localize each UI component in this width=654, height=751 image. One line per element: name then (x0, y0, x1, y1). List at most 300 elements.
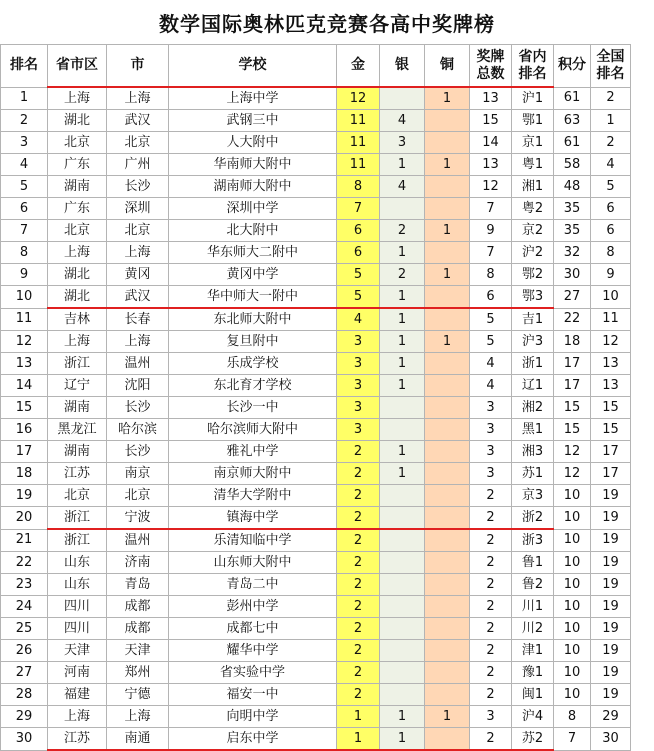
cell-rank[interactable]: 4 (1, 154, 48, 176)
cell-rank[interactable]: 12 (1, 331, 48, 353)
cell-city[interactable]: 宁德 (107, 684, 169, 706)
cell-province[interactable]: 天津 (48, 640, 107, 662)
cell-city[interactable]: 温州 (107, 529, 169, 552)
cell-province[interactable]: 浙江 (48, 507, 107, 530)
cell-rank[interactable]: 9 (1, 264, 48, 286)
cell-bronze[interactable] (425, 529, 470, 552)
cell-gold[interactable]: 2 (337, 662, 380, 684)
cell-prov-rank[interactable]: 黑1 (512, 419, 554, 441)
cell-gold[interactable]: 2 (337, 529, 380, 552)
cell-school[interactable]: 乐成学校 (169, 353, 337, 375)
cell-gold[interactable]: 12 (337, 87, 380, 110)
cell-gold[interactable]: 3 (337, 353, 380, 375)
cell-silver[interactable] (380, 640, 425, 662)
cell-prov-rank[interactable]: 湘3 (512, 441, 554, 463)
cell-province[interactable]: 北京 (48, 485, 107, 507)
cell-rank[interactable]: 11 (1, 308, 48, 331)
cell-rank[interactable]: 5 (1, 176, 48, 198)
cell-province[interactable]: 北京 (48, 132, 107, 154)
cell-school[interactable]: 向明中学 (169, 706, 337, 728)
cell-national-rank[interactable]: 11 (591, 308, 631, 331)
cell-gold[interactable]: 11 (337, 154, 380, 176)
cell-silver[interactable] (380, 485, 425, 507)
cell-silver[interactable] (380, 507, 425, 530)
cell-city[interactable]: 深圳 (107, 198, 169, 220)
cell-school[interactable]: 镇海中学 (169, 507, 337, 530)
cell-gold[interactable]: 2 (337, 552, 380, 574)
cell-school[interactable]: 上海中学 (169, 87, 337, 110)
cell-bronze[interactable]: 1 (425, 154, 470, 176)
cell-rank[interactable]: 18 (1, 463, 48, 485)
cell-gold[interactable]: 2 (337, 441, 380, 463)
cell-city[interactable]: 长沙 (107, 397, 169, 419)
cell-school[interactable]: 哈尔滨师大附中 (169, 419, 337, 441)
cell-silver[interactable]: 2 (380, 220, 425, 242)
cell-national-rank[interactable]: 4 (591, 154, 631, 176)
cell-province[interactable]: 河南 (48, 662, 107, 684)
cell-province[interactable]: 江苏 (48, 728, 107, 751)
cell-prov-rank[interactable]: 辽1 (512, 375, 554, 397)
cell-prov-rank[interactable]: 闽1 (512, 684, 554, 706)
cell-prov-rank[interactable]: 苏1 (512, 463, 554, 485)
cell-silver[interactable]: 3 (380, 132, 425, 154)
cell-score[interactable]: 61 (554, 87, 591, 110)
cell-province[interactable]: 上海 (48, 331, 107, 353)
cell-national-rank[interactable]: 19 (591, 529, 631, 552)
cell-school[interactable]: 北大附中 (169, 220, 337, 242)
cell-silver[interactable]: 1 (380, 308, 425, 331)
cell-bronze[interactable] (425, 242, 470, 264)
cell-total[interactable]: 2 (470, 662, 512, 684)
cell-school[interactable]: 启东中学 (169, 728, 337, 751)
cell-rank[interactable]: 24 (1, 596, 48, 618)
cell-bronze[interactable] (425, 286, 470, 309)
cell-score[interactable]: 10 (554, 640, 591, 662)
cell-national-rank[interactable]: 19 (591, 662, 631, 684)
cell-school[interactable]: 深圳中学 (169, 198, 337, 220)
cell-national-rank[interactable]: 19 (591, 596, 631, 618)
cell-national-rank[interactable]: 6 (591, 220, 631, 242)
cell-city[interactable]: 哈尔滨 (107, 419, 169, 441)
cell-bronze[interactable] (425, 132, 470, 154)
cell-national-rank[interactable]: 15 (591, 397, 631, 419)
cell-province[interactable]: 北京 (48, 220, 107, 242)
cell-total[interactable]: 2 (470, 485, 512, 507)
cell-silver[interactable] (380, 419, 425, 441)
cell-province[interactable]: 山东 (48, 552, 107, 574)
cell-prov-rank[interactable]: 吉1 (512, 308, 554, 331)
cell-national-rank[interactable]: 1 (591, 110, 631, 132)
cell-school[interactable]: 华东师大二附中 (169, 242, 337, 264)
cell-prov-rank[interactable]: 沪3 (512, 331, 554, 353)
cell-rank[interactable]: 1 (1, 87, 48, 110)
cell-score[interactable]: 48 (554, 176, 591, 198)
cell-prov-rank[interactable]: 湘2 (512, 397, 554, 419)
cell-gold[interactable]: 5 (337, 286, 380, 309)
cell-total[interactable]: 2 (470, 574, 512, 596)
cell-total[interactable]: 5 (470, 331, 512, 353)
header-gold[interactable]: 金 (337, 45, 380, 88)
cell-school[interactable]: 乐清知临中学 (169, 529, 337, 552)
cell-total[interactable]: 9 (470, 220, 512, 242)
cell-school[interactable]: 复旦附中 (169, 331, 337, 353)
cell-silver[interactable]: 1 (380, 375, 425, 397)
cell-score[interactable]: 27 (554, 286, 591, 309)
cell-score[interactable]: 10 (554, 485, 591, 507)
header-province[interactable]: 省市区 (48, 45, 107, 88)
cell-national-rank[interactable]: 15 (591, 419, 631, 441)
cell-silver[interactable] (380, 87, 425, 110)
cell-national-rank[interactable]: 9 (591, 264, 631, 286)
cell-total[interactable]: 2 (470, 728, 512, 751)
cell-city[interactable]: 南通 (107, 728, 169, 751)
cell-score[interactable]: 10 (554, 618, 591, 640)
cell-prov-rank[interactable]: 京2 (512, 220, 554, 242)
cell-silver[interactable] (380, 529, 425, 552)
cell-silver[interactable] (380, 198, 425, 220)
cell-school[interactable]: 山东师大附中 (169, 552, 337, 574)
cell-national-rank[interactable]: 17 (591, 441, 631, 463)
cell-rank[interactable]: 23 (1, 574, 48, 596)
cell-bronze[interactable]: 1 (425, 87, 470, 110)
cell-province[interactable]: 上海 (48, 242, 107, 264)
cell-bronze[interactable] (425, 198, 470, 220)
cell-rank[interactable]: 8 (1, 242, 48, 264)
cell-prov-rank[interactable]: 沪4 (512, 706, 554, 728)
cell-score[interactable]: 10 (554, 596, 591, 618)
cell-total[interactable]: 3 (470, 419, 512, 441)
cell-rank[interactable]: 21 (1, 529, 48, 552)
cell-prov-rank[interactable]: 鲁2 (512, 574, 554, 596)
cell-total[interactable]: 2 (470, 507, 512, 530)
cell-bronze[interactable] (425, 684, 470, 706)
cell-silver[interactable] (380, 397, 425, 419)
cell-bronze[interactable] (425, 419, 470, 441)
header-school[interactable]: 学校 (169, 45, 337, 88)
cell-school[interactable]: 湖南师大附中 (169, 176, 337, 198)
header-national-rank[interactable]: 全国 排名 (591, 45, 631, 88)
cell-school[interactable]: 武钢三中 (169, 110, 337, 132)
cell-gold[interactable]: 3 (337, 397, 380, 419)
cell-silver[interactable]: 1 (380, 242, 425, 264)
cell-city[interactable]: 济南 (107, 552, 169, 574)
cell-rank[interactable]: 30 (1, 728, 48, 751)
cell-prov-rank[interactable]: 川2 (512, 618, 554, 640)
cell-silver[interactable]: 1 (380, 728, 425, 751)
cell-province[interactable]: 湖南 (48, 397, 107, 419)
cell-school[interactable]: 东北师大附中 (169, 308, 337, 331)
cell-prov-rank[interactable]: 京1 (512, 132, 554, 154)
cell-score[interactable]: 10 (554, 574, 591, 596)
cell-gold[interactable]: 11 (337, 110, 380, 132)
cell-prov-rank[interactable]: 鄂1 (512, 110, 554, 132)
cell-score[interactable]: 15 (554, 419, 591, 441)
cell-gold[interactable]: 2 (337, 485, 380, 507)
cell-score[interactable]: 10 (554, 662, 591, 684)
cell-province[interactable]: 四川 (48, 618, 107, 640)
cell-prov-rank[interactable]: 粤1 (512, 154, 554, 176)
cell-bronze[interactable]: 1 (425, 220, 470, 242)
cell-total[interactable]: 2 (470, 618, 512, 640)
header-city[interactable]: 市 (107, 45, 169, 88)
cell-city[interactable]: 上海 (107, 242, 169, 264)
cell-bronze[interactable] (425, 596, 470, 618)
cell-rank[interactable]: 25 (1, 618, 48, 640)
cell-total[interactable]: 2 (470, 684, 512, 706)
cell-province[interactable]: 湖北 (48, 264, 107, 286)
cell-school[interactable]: 彭州中学 (169, 596, 337, 618)
cell-rank[interactable]: 22 (1, 552, 48, 574)
cell-score[interactable]: 35 (554, 198, 591, 220)
cell-prov-rank[interactable]: 浙3 (512, 529, 554, 552)
cell-province[interactable]: 湖北 (48, 286, 107, 309)
cell-gold[interactable]: 11 (337, 132, 380, 154)
cell-school[interactable]: 华中师大一附中 (169, 286, 337, 309)
cell-city[interactable]: 上海 (107, 331, 169, 353)
cell-bronze[interactable] (425, 507, 470, 530)
cell-score[interactable]: 12 (554, 463, 591, 485)
cell-prov-rank[interactable]: 鄂3 (512, 286, 554, 309)
cell-bronze[interactable] (425, 574, 470, 596)
cell-rank[interactable]: 6 (1, 198, 48, 220)
cell-total[interactable]: 12 (470, 176, 512, 198)
cell-province[interactable]: 湖南 (48, 441, 107, 463)
cell-gold[interactable]: 2 (337, 596, 380, 618)
cell-school[interactable]: 耀华中学 (169, 640, 337, 662)
cell-national-rank[interactable]: 13 (591, 353, 631, 375)
cell-school[interactable]: 长沙一中 (169, 397, 337, 419)
cell-score[interactable]: 63 (554, 110, 591, 132)
cell-gold[interactable]: 2 (337, 574, 380, 596)
cell-city[interactable]: 北京 (107, 132, 169, 154)
cell-score[interactable]: 12 (554, 441, 591, 463)
cell-bronze[interactable] (425, 728, 470, 751)
cell-bronze[interactable] (425, 463, 470, 485)
cell-score[interactable]: 22 (554, 308, 591, 331)
cell-city[interactable]: 上海 (107, 87, 169, 110)
cell-prov-rank[interactable]: 湘1 (512, 176, 554, 198)
cell-total[interactable]: 8 (470, 264, 512, 286)
cell-score[interactable]: 7 (554, 728, 591, 751)
cell-bronze[interactable] (425, 176, 470, 198)
cell-prov-rank[interactable]: 津1 (512, 640, 554, 662)
cell-silver[interactable] (380, 618, 425, 640)
cell-gold[interactable]: 7 (337, 198, 380, 220)
cell-gold[interactable]: 2 (337, 463, 380, 485)
cell-silver[interactable]: 1 (380, 331, 425, 353)
cell-total[interactable]: 7 (470, 198, 512, 220)
cell-gold[interactable]: 3 (337, 375, 380, 397)
cell-city[interactable]: 成都 (107, 618, 169, 640)
cell-school[interactable]: 东北育才学校 (169, 375, 337, 397)
cell-score[interactable]: 8 (554, 706, 591, 728)
cell-city[interactable]: 宁波 (107, 507, 169, 530)
cell-national-rank[interactable]: 30 (591, 728, 631, 751)
cell-province[interactable]: 上海 (48, 87, 107, 110)
cell-province[interactable]: 山东 (48, 574, 107, 596)
cell-silver[interactable]: 4 (380, 110, 425, 132)
cell-score[interactable]: 30 (554, 264, 591, 286)
cell-national-rank[interactable]: 8 (591, 242, 631, 264)
cell-total[interactable]: 4 (470, 353, 512, 375)
cell-prov-rank[interactable]: 浙1 (512, 353, 554, 375)
cell-national-rank[interactable]: 19 (591, 640, 631, 662)
cell-silver[interactable]: 1 (380, 463, 425, 485)
header-rank[interactable]: 排名 (1, 45, 48, 88)
cell-silver[interactable]: 1 (380, 441, 425, 463)
cell-national-rank[interactable]: 17 (591, 463, 631, 485)
cell-school[interactable]: 福安一中 (169, 684, 337, 706)
cell-city[interactable]: 武汉 (107, 110, 169, 132)
cell-gold[interactable]: 2 (337, 507, 380, 530)
cell-rank[interactable]: 16 (1, 419, 48, 441)
cell-rank[interactable]: 29 (1, 706, 48, 728)
cell-silver[interactable]: 2 (380, 264, 425, 286)
cell-silver[interactable]: 1 (380, 706, 425, 728)
cell-bronze[interactable] (425, 485, 470, 507)
cell-national-rank[interactable]: 19 (591, 552, 631, 574)
cell-gold[interactable]: 6 (337, 242, 380, 264)
cell-total[interactable]: 6 (470, 286, 512, 309)
cell-gold[interactable]: 3 (337, 331, 380, 353)
cell-total[interactable]: 2 (470, 552, 512, 574)
cell-bronze[interactable] (425, 618, 470, 640)
cell-silver[interactable] (380, 596, 425, 618)
cell-school[interactable]: 华南师大附中 (169, 154, 337, 176)
cell-province[interactable]: 江苏 (48, 463, 107, 485)
cell-city[interactable]: 黄冈 (107, 264, 169, 286)
cell-province[interactable]: 湖南 (48, 176, 107, 198)
cell-national-rank[interactable]: 19 (591, 485, 631, 507)
cell-province[interactable]: 黑龙江 (48, 419, 107, 441)
cell-gold[interactable]: 3 (337, 419, 380, 441)
cell-rank[interactable]: 19 (1, 485, 48, 507)
cell-bronze[interactable] (425, 353, 470, 375)
cell-city[interactable]: 广州 (107, 154, 169, 176)
cell-city[interactable]: 北京 (107, 220, 169, 242)
cell-rank[interactable]: 10 (1, 286, 48, 309)
cell-city[interactable]: 温州 (107, 353, 169, 375)
cell-school[interactable]: 黄冈中学 (169, 264, 337, 286)
cell-province[interactable]: 福建 (48, 684, 107, 706)
cell-national-rank[interactable]: 19 (591, 618, 631, 640)
cell-bronze[interactable] (425, 397, 470, 419)
cell-total[interactable]: 15 (470, 110, 512, 132)
cell-rank[interactable]: 7 (1, 220, 48, 242)
cell-bronze[interactable] (425, 640, 470, 662)
cell-school[interactable]: 省实验中学 (169, 662, 337, 684)
cell-gold[interactable]: 1 (337, 728, 380, 751)
cell-silver[interactable] (380, 574, 425, 596)
cell-rank[interactable]: 20 (1, 507, 48, 530)
cell-city[interactable]: 上海 (107, 706, 169, 728)
cell-national-rank[interactable]: 19 (591, 574, 631, 596)
cell-province[interactable]: 广东 (48, 198, 107, 220)
cell-province[interactable]: 广东 (48, 154, 107, 176)
cell-total[interactable]: 2 (470, 596, 512, 618)
cell-total[interactable]: 2 (470, 640, 512, 662)
cell-rank[interactable]: 14 (1, 375, 48, 397)
cell-prov-rank[interactable]: 沪2 (512, 242, 554, 264)
cell-total[interactable]: 5 (470, 308, 512, 331)
header-silver[interactable]: 银 (380, 45, 425, 88)
cell-gold[interactable]: 5 (337, 264, 380, 286)
header-score[interactable]: 积分 (554, 45, 591, 88)
cell-total[interactable]: 13 (470, 154, 512, 176)
cell-prov-rank[interactable]: 粤2 (512, 198, 554, 220)
cell-city[interactable]: 长春 (107, 308, 169, 331)
cell-score[interactable]: 10 (554, 684, 591, 706)
cell-prov-rank[interactable]: 川1 (512, 596, 554, 618)
cell-gold[interactable]: 1 (337, 706, 380, 728)
cell-city[interactable]: 沈阳 (107, 375, 169, 397)
cell-total[interactable]: 3 (470, 397, 512, 419)
cell-gold[interactable]: 4 (337, 308, 380, 331)
cell-bronze[interactable]: 1 (425, 331, 470, 353)
cell-silver[interactable]: 1 (380, 154, 425, 176)
cell-city[interactable]: 长沙 (107, 176, 169, 198)
cell-national-rank[interactable]: 6 (591, 198, 631, 220)
cell-province[interactable]: 上海 (48, 706, 107, 728)
cell-gold[interactable]: 2 (337, 640, 380, 662)
cell-province[interactable]: 湖北 (48, 110, 107, 132)
cell-total[interactable]: 3 (470, 706, 512, 728)
cell-silver[interactable]: 4 (380, 176, 425, 198)
cell-national-rank[interactable]: 10 (591, 286, 631, 309)
cell-rank[interactable]: 2 (1, 110, 48, 132)
cell-city[interactable]: 青岛 (107, 574, 169, 596)
cell-bronze[interactable] (425, 552, 470, 574)
cell-national-rank[interactable]: 12 (591, 331, 631, 353)
cell-national-rank[interactable]: 29 (591, 706, 631, 728)
cell-national-rank[interactable]: 13 (591, 375, 631, 397)
header-total[interactable]: 奖牌 总数 (470, 45, 512, 88)
cell-national-rank[interactable]: 19 (591, 507, 631, 530)
cell-bronze[interactable] (425, 375, 470, 397)
cell-national-rank[interactable]: 2 (591, 132, 631, 154)
cell-bronze[interactable]: 1 (425, 264, 470, 286)
cell-city[interactable]: 天津 (107, 640, 169, 662)
cell-city[interactable]: 郑州 (107, 662, 169, 684)
cell-score[interactable]: 35 (554, 220, 591, 242)
cell-rank[interactable]: 3 (1, 132, 48, 154)
cell-city[interactable]: 南京 (107, 463, 169, 485)
cell-gold[interactable]: 6 (337, 220, 380, 242)
cell-total[interactable]: 14 (470, 132, 512, 154)
cell-score[interactable]: 58 (554, 154, 591, 176)
cell-school[interactable]: 清华大学附中 (169, 485, 337, 507)
cell-total[interactable]: 4 (470, 375, 512, 397)
cell-bronze[interactable] (425, 441, 470, 463)
cell-score[interactable]: 10 (554, 507, 591, 530)
cell-total[interactable]: 3 (470, 463, 512, 485)
cell-silver[interactable]: 1 (380, 353, 425, 375)
cell-score[interactable]: 17 (554, 353, 591, 375)
cell-silver[interactable]: 1 (380, 286, 425, 309)
cell-silver[interactable] (380, 662, 425, 684)
cell-province[interactable]: 四川 (48, 596, 107, 618)
cell-total[interactable]: 2 (470, 529, 512, 552)
cell-score[interactable]: 10 (554, 552, 591, 574)
cell-prov-rank[interactable]: 沪1 (512, 87, 554, 110)
cell-bronze[interactable] (425, 308, 470, 331)
cell-province[interactable]: 吉林 (48, 308, 107, 331)
cell-gold[interactable]: 2 (337, 684, 380, 706)
cell-school[interactable]: 雅礼中学 (169, 441, 337, 463)
cell-province[interactable]: 浙江 (48, 529, 107, 552)
cell-school[interactable]: 青岛二中 (169, 574, 337, 596)
cell-total[interactable]: 7 (470, 242, 512, 264)
